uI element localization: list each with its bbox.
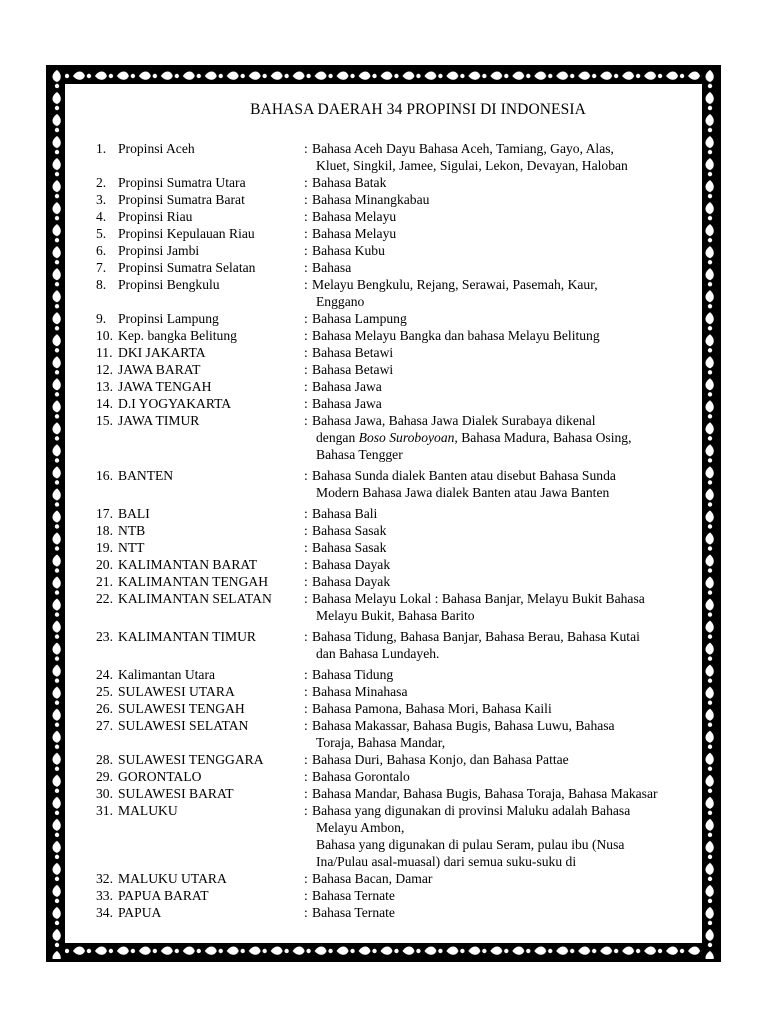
list-item (96, 242, 716, 259)
colon: : (304, 591, 308, 606)
colon: : (304, 311, 308, 326)
list-item (96, 556, 716, 573)
province-name: PAPUA BARAT (118, 888, 209, 903)
province-name: BALI (118, 506, 150, 521)
list-item (96, 573, 716, 590)
language-text: Bahasa Gorontalo (312, 769, 410, 784)
province-name: Propinsi Jambi (118, 243, 200, 258)
item-number: 21. (96, 574, 113, 589)
language-text: Bahasa Bacan, Damar (312, 871, 433, 886)
province-name: JAWA TIMUR (118, 413, 200, 428)
province-name: Propinsi Riau (118, 209, 193, 224)
document-content (96, 101, 716, 921)
language-text: Bahasa Betawi (312, 345, 394, 360)
colon: : (304, 540, 308, 555)
list-item (96, 717, 716, 734)
list-item (96, 467, 716, 484)
list-item-continuation (96, 607, 716, 624)
list-item (96, 785, 716, 802)
language-text: Bahasa Lampung (312, 311, 407, 326)
colon: : (304, 786, 308, 801)
item-number: 12. (96, 362, 113, 377)
item-number: 23. (96, 629, 113, 644)
page-title: BAHASA DAERAH 34 PROPINSI DI INDONESIA (250, 101, 586, 118)
item-number: 28. (96, 752, 113, 767)
province-name: Kalimantan Utara (118, 667, 216, 682)
language-text: Bahasa Melayu (312, 226, 397, 241)
list-item-continuation (96, 734, 716, 751)
item-number: 25. (96, 684, 113, 699)
item-number: 29. (96, 769, 113, 784)
list-item (96, 225, 716, 242)
colon: : (304, 209, 308, 224)
province-name: Propinsi Sumatra Barat (118, 192, 245, 207)
colon: : (304, 345, 308, 360)
list-item (96, 259, 716, 276)
language-text: Bahasa Tidung (312, 667, 394, 682)
province-name: SULAWESI BARAT (118, 786, 234, 801)
list-item (96, 870, 716, 887)
item-number: 27. (96, 718, 113, 733)
item-number: 8. (96, 277, 107, 292)
list-item-continuation (96, 157, 716, 174)
language-text: Melayu Ambon, (316, 820, 405, 835)
list-item (96, 208, 716, 225)
item-number: 26. (96, 701, 113, 716)
language-text: Bahasa Jawa (312, 379, 382, 394)
list-item (96, 802, 716, 819)
item-number: 10. (96, 328, 113, 343)
province-name: MALUKU UTARA (118, 871, 227, 886)
language-text: Bahasa (312, 260, 352, 275)
list-item (96, 751, 716, 768)
colon: : (304, 362, 308, 377)
province-name: JAWA BARAT (118, 362, 201, 377)
language-text: Melayu Bengkulu, Rejang, Serawai, Pasemah, Kaur, (312, 277, 598, 292)
language-text: Bahasa Sunda dialek Banten atau disebut Bahasa Sunda (312, 468, 616, 483)
language-text: Bahasa Bali (312, 506, 378, 521)
item-number: 11. (96, 345, 113, 360)
colon: : (304, 701, 308, 716)
province-name: MALUKU (118, 803, 178, 818)
province-name: Propinsi Sumatra Utara (118, 175, 246, 190)
language-text: Bahasa Minahasa (312, 684, 408, 699)
list-item (96, 412, 716, 429)
item-number: 20. (96, 557, 113, 572)
item-number: 4. (96, 209, 107, 224)
language-text: dengan Boso Suroboyoan, Bahasa Madura, Bahasa Osing, (316, 430, 632, 445)
province-name: KALIMANTAN TIMUR (118, 629, 256, 644)
list-item (96, 191, 716, 208)
list-item (96, 590, 716, 607)
language-text: Bahasa Pamona, Bahasa Mori, Bahasa Kaili (312, 701, 552, 716)
colon: : (304, 752, 308, 767)
list-item-continuation (96, 293, 716, 310)
language-text: Enggano (316, 294, 365, 309)
item-number: 6. (96, 243, 107, 258)
colon: : (304, 413, 308, 428)
language-text: Bahasa Ternate (312, 905, 395, 920)
language-text: Bahasa Melayu Bangka dan bahasa Melayu Belitung (312, 328, 600, 343)
colon: : (304, 192, 308, 207)
language-text: Bahasa Dayak (312, 557, 391, 572)
colon: : (304, 629, 308, 644)
language-text: Bahasa Tengger (316, 447, 403, 462)
colon: : (304, 684, 308, 699)
item-number: 24. (96, 667, 113, 682)
border-top (49, 68, 718, 84)
list-item (96, 683, 716, 700)
language-text: Bahasa Duri, Bahasa Konjo, dan Bahasa Pattae (312, 752, 569, 767)
language-text: Bahasa Melayu Lokal : Bahasa Banjar, Melayu Bukit Bahasa (312, 591, 645, 606)
list-item (96, 174, 716, 191)
list-item (96, 904, 716, 921)
item-number: 3. (96, 192, 107, 207)
language-text: Bahasa Aceh Dayu Bahasa Aceh, Tamiang, Gayo, Alas, (312, 141, 614, 156)
colon: : (304, 574, 308, 589)
language-text: Melayu Bukit, Bahasa Barito (316, 608, 475, 623)
list-item (96, 539, 716, 556)
colon: : (304, 226, 308, 241)
language-text: Kluet, Singkil, Jamee, Sigulai, Lekon, Devayan, Haloban (316, 158, 628, 173)
province-name: Propinsi Sumatra Selatan (118, 260, 256, 275)
province-name: PAPUA (118, 905, 162, 920)
list-item-continuation (96, 819, 716, 836)
item-number: 1. (96, 141, 107, 156)
item-number: 5. (96, 226, 107, 241)
province-name: NTT (118, 540, 145, 555)
colon: : (304, 468, 308, 483)
colon: : (304, 141, 308, 156)
colon: : (304, 328, 308, 343)
item-number: 15. (96, 413, 113, 428)
language-text: Bahasa Makassar, Bahasa Bugis, Bahasa Luwu, Bahasa (312, 718, 615, 733)
list-item (96, 327, 716, 344)
language-text: Bahasa Tidung, Bahasa Banjar, Bahasa Berau, Bahasa Kutai (312, 629, 640, 644)
border-bottom (49, 943, 718, 959)
language-text: Modern Bahasa Jawa dialek Banten atau Jawa Banten (316, 485, 610, 500)
language-text: Bahasa Mandar, Bahasa Bugis, Bahasa Toraja, Bahasa Makasar (312, 786, 658, 801)
colon: : (304, 803, 308, 818)
province-name: NTB (118, 523, 146, 538)
item-number: 19. (96, 540, 113, 555)
language-text: Bahasa Batak (312, 175, 387, 190)
province-name: KALIMANTAN BARAT (118, 557, 257, 572)
item-number: 14. (96, 396, 113, 411)
province-name: Propinsi Lampung (118, 311, 219, 326)
list-item (96, 700, 716, 717)
list-item (96, 140, 716, 157)
language-text: Bahasa Kubu (312, 243, 385, 258)
item-number: 2. (96, 175, 107, 190)
province-name: Propinsi Bengkulu (118, 277, 220, 292)
province-name: JAWA TENGAH (118, 379, 212, 394)
list-item-continuation (96, 484, 716, 501)
list-item (96, 276, 716, 293)
colon: : (304, 506, 308, 521)
list-item (96, 666, 716, 683)
colon: : (304, 523, 308, 538)
colon: : (304, 769, 308, 784)
province-name: SULAWESI UTARA (118, 684, 235, 699)
province-name: SULAWESI TENGGARA (118, 752, 264, 767)
province-name: DKI JAKARTA (118, 345, 206, 360)
colon: : (304, 175, 308, 190)
list-item-continuation (96, 836, 716, 853)
province-name: SULAWESI TENGAH (118, 701, 245, 716)
list-item-continuation (96, 446, 716, 463)
language-text: Bahasa Sasak (312, 523, 387, 538)
item-number: 34. (96, 905, 113, 920)
province-name: Propinsi Kepulauan Riau (118, 226, 255, 241)
language-text: Toraja, Bahasa Mandar, (316, 735, 446, 750)
list-item (96, 887, 716, 904)
list-item (96, 628, 716, 645)
province-name: D.I YOGYAKARTA (118, 396, 232, 411)
item-number: 16. (96, 468, 113, 483)
province-name: SULAWESI SELATAN (118, 718, 249, 733)
province-name: GORONTALO (118, 769, 202, 784)
colon: : (304, 379, 308, 394)
language-text: Bahasa Minangkabau (312, 192, 430, 207)
list-item-continuation (96, 429, 716, 446)
item-number: 9. (96, 311, 107, 326)
list-item (96, 395, 716, 412)
language-text: Bahasa Jawa, Bahasa Jawa Dialek Surabaya dikenal (312, 413, 596, 428)
language-text: Bahasa yang digunakan di pulau Seram, pulau ibu (Nusa (316, 837, 625, 852)
item-number: 30. (96, 786, 113, 801)
list-item (96, 378, 716, 395)
item-number: 7. (96, 260, 107, 275)
language-text: dan Bahasa Lundayeh. (316, 646, 440, 661)
item-number: 18. (96, 523, 113, 538)
list-item (96, 505, 716, 522)
item-number: 31. (96, 803, 113, 818)
item-number: 13. (96, 379, 113, 394)
colon: : (304, 905, 308, 920)
list-item (96, 344, 716, 361)
language-text: Bahasa Dayak (312, 574, 391, 589)
language-text: Bahasa Melayu (312, 209, 397, 224)
colon: : (304, 557, 308, 572)
province-name: KALIMANTAN TENGAH (118, 574, 269, 589)
language-text: Bahasa Ternate (312, 888, 395, 903)
colon: : (304, 888, 308, 903)
language-text: Bahasa Betawi (312, 362, 394, 377)
colon: : (304, 871, 308, 886)
list-item (96, 361, 716, 378)
item-number: 32. (96, 871, 113, 886)
province-name: BANTEN (118, 468, 174, 483)
colon: : (304, 243, 308, 258)
item-number: 17. (96, 506, 113, 521)
list-item (96, 310, 716, 327)
italic-term: Boso Suroboyoan, (358, 430, 458, 445)
colon: : (304, 396, 308, 411)
language-text: Ina/Pulau asal-muasal) dari semua suku-suku di (316, 854, 577, 869)
list-item (96, 768, 716, 785)
item-number: 22. (96, 591, 113, 606)
list-item (96, 522, 716, 539)
language-text: Bahasa Jawa (312, 396, 382, 411)
item-number: 33. (96, 888, 113, 903)
border-left (49, 68, 65, 959)
language-text: Bahasa yang digunakan di provinsi Maluku adalah Bahasa (312, 803, 631, 818)
colon: : (304, 260, 308, 275)
province-name: Kep. bangka Belitung (118, 328, 237, 343)
colon: : (304, 667, 308, 682)
colon: : (304, 718, 308, 733)
language-text: Bahasa Sasak (312, 540, 387, 555)
province-name: Propinsi Aceh (118, 141, 195, 156)
list-item-continuation (96, 645, 716, 662)
province-name: KALIMANTAN SELATAN (118, 591, 272, 606)
list-item-continuation (96, 853, 716, 870)
colon: : (304, 277, 308, 292)
